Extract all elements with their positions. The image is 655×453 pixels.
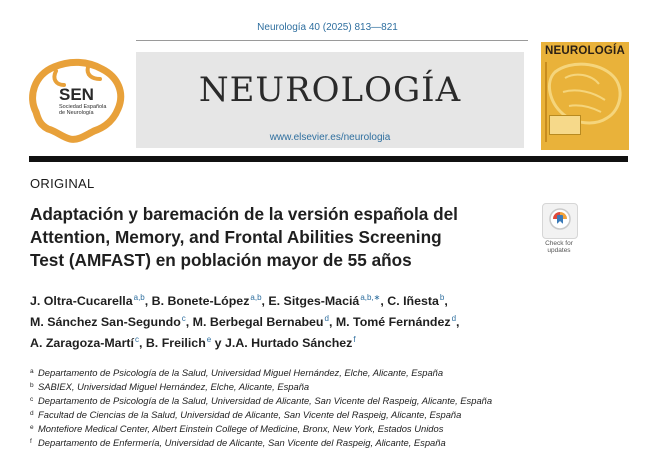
author-separator: , [456, 315, 460, 329]
author-separator: , [144, 294, 152, 308]
affiliation-item [30, 393, 630, 407]
sen-brain-logo-graphic [26, 57, 130, 145]
article-type: ORIGINAL [30, 176, 95, 191]
author-separator: , [380, 294, 388, 308]
affiliation-text: Montefiore Medical Center, Albert Einstein College of Medicine, Bronx, New York, Estados Unidos [38, 423, 444, 434]
author-name[interactable]: M. Berbegal Bernabeu [192, 315, 324, 329]
author-affiliation-marks[interactable]: d [451, 314, 457, 323]
article-title-line: Adaptación y baremación de la versión española del [30, 204, 458, 224]
affiliation-item [30, 365, 630, 379]
check-for-updates-label[interactable]: Check for updates [545, 240, 573, 254]
author-separator: , [444, 294, 448, 308]
author-name[interactable]: C. Iñesta [387, 294, 439, 308]
affiliation-item [30, 421, 630, 435]
affiliation-list [30, 365, 630, 449]
author-affiliation-marks[interactable]: b [439, 293, 445, 302]
author-name[interactable]: B. Freilich [145, 336, 206, 350]
header-rule [136, 40, 528, 41]
author-separator: , [328, 315, 336, 329]
affiliation-text: Facultad de Ciencias de la Salud, Universidad de Alicante, San Vicente del Raspeig, Alicante, España [38, 409, 462, 420]
author-separator: y [211, 336, 225, 350]
article-title-line: Attention, Memory, and Frontal Abilities Screening [30, 227, 442, 247]
journal-url-link[interactable]: www.elsevier.es/neurologia [269, 132, 391, 143]
author-list [30, 289, 630, 352]
journal-citation-link[interactable]: Neurología 40 (2025) 813—821 [257, 22, 398, 33]
affiliation-text: Departamento de Psicología de la Salud, Universidad de Alicante, San Vicente del Raspeig, Alicante, España [38, 395, 493, 406]
sen-logo-line2: de Neurología [59, 110, 94, 116]
author-separator: , [138, 336, 146, 350]
author-affiliation-marks[interactable]: f [353, 335, 356, 344]
article-title-line: Test (AMFAST) en población mayor de 55 años [30, 250, 412, 270]
journal-url [136, 132, 524, 143]
sen-logo-abbr: SEN [59, 85, 94, 104]
affiliation-mark: d [30, 410, 34, 417]
journal-cover[interactable] [541, 42, 629, 150]
author-separator: , [261, 294, 269, 308]
author-separator: , [185, 315, 193, 329]
affiliation-item [30, 379, 630, 393]
author-name[interactable]: B. Bonete-López [151, 294, 250, 308]
author-affiliation-marks[interactable]: a,b [133, 293, 145, 302]
journal-citation [0, 22, 655, 33]
affiliation-mark: c [30, 396, 34, 403]
article-title [30, 203, 530, 272]
affiliation-mark: f [30, 438, 32, 445]
affiliation-mark: a [30, 368, 34, 375]
author-name[interactable]: J. Oltra-Cucarella [30, 294, 133, 308]
affiliation-mark: b [30, 382, 34, 389]
journal-banner [136, 52, 524, 148]
author-affiliation-marks[interactable]: a,b,∗ [360, 293, 381, 302]
section-divider [29, 156, 628, 162]
affiliation-item [30, 435, 630, 449]
sen-logo [26, 57, 130, 145]
journal-banner-title: NEUROLOGÍA [198, 70, 462, 110]
affiliation-item [30, 407, 630, 421]
cover-info-box [549, 115, 581, 135]
sen-logo-line1: Sociedad Española [59, 104, 107, 110]
author-affiliation-marks[interactable]: a,b [250, 293, 262, 302]
check-for-updates-button[interactable] [542, 203, 578, 239]
author-name[interactable]: M. Tomé Fernández [335, 315, 451, 329]
affiliation-mark: e [30, 424, 34, 431]
author-name[interactable]: A. Zaragoza-Martí [30, 336, 134, 350]
author-name[interactable]: J.A. Hurtado Sánchez [225, 336, 353, 350]
author-name[interactable]: E. Sitges-Maciá [268, 294, 360, 308]
affiliation-text: Departamento de Psicología de la Salud, Universidad Miguel Hernández, Elche, Alicante, España [38, 367, 444, 378]
cover-brain-graphic [541, 58, 629, 150]
author-affiliation-marks[interactable]: d [324, 314, 329, 323]
author-affiliation-marks[interactable]: c [181, 314, 186, 323]
author-affiliation-marks[interactable]: c [134, 335, 139, 344]
cover-title: NEUROLOGÍA [545, 45, 625, 57]
author-affiliation-marks[interactable]: e [206, 335, 212, 344]
check-for-updates-icon [543, 204, 577, 238]
affiliation-text: Departamento de Enfermería, Universidad de Alicante, San Vicente del Raspeig, Alicante, España [38, 437, 446, 448]
author-name[interactable]: M. Sánchez San-Segundo [30, 315, 181, 329]
affiliation-text: SABIEX, Universidad Miguel Hernández, Elche, Alicante, España [38, 381, 310, 392]
